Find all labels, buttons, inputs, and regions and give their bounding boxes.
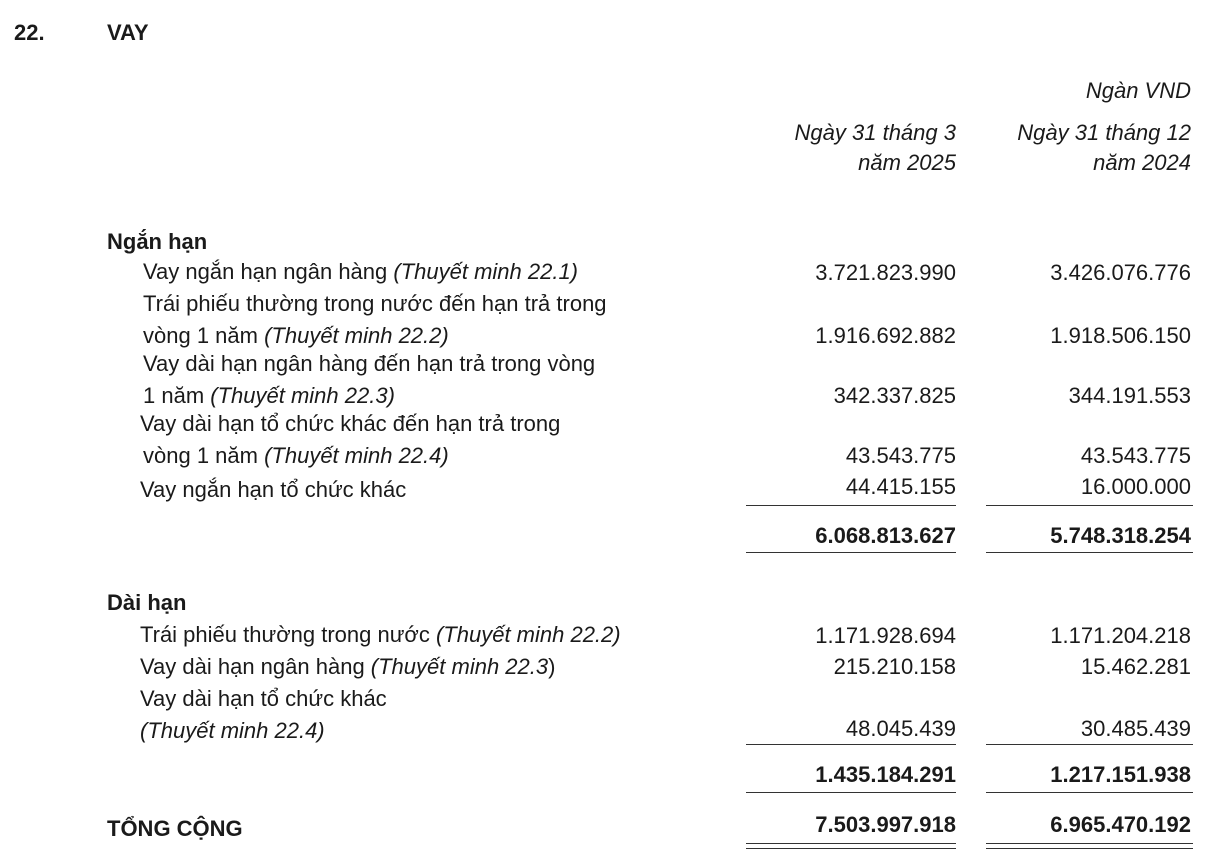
column-header-2024: Ngày 31 tháng 12 năm 2024 <box>1017 120 1191 175</box>
short-term-row-value-2024: 43.543.775 <box>1080 443 1191 468</box>
short-term-row-label: Vay ngắn hạn tổ chức khác <box>140 477 407 502</box>
grand-total-double-underline <box>746 843 956 849</box>
subtotal-rule <box>986 505 1193 506</box>
subtotal-underline <box>986 552 1193 553</box>
short-term-subtotal-2025: 6.068.813.627 <box>815 523 956 548</box>
currency-unit: Ngàn VND <box>1085 78 1191 103</box>
grand-total-label: TỔNG CỘNG <box>107 816 243 841</box>
short-term-row-label: Vay dài hạn tổ chức khác đến hạn trả trong vòng 1 năm (Thuyết minh 22.4) <box>140 411 561 468</box>
long-term-subtotal-2025: 1.435.184.291 <box>815 762 956 787</box>
long-term-row-value-2025: 1.171.928.694 <box>815 623 956 648</box>
section-number: 22. <box>14 20 45 45</box>
short-term-heading: Ngắn hạn <box>107 229 208 254</box>
section-title: VAY <box>107 20 149 45</box>
long-term-row-value-2024: 15.462.281 <box>1080 654 1191 679</box>
grand-total-double-underline <box>986 843 1193 849</box>
short-term-row-value-2025: 44.415.155 <box>845 474 956 499</box>
long-term-row-value-2025: 215.210.158 <box>833 654 956 679</box>
short-term-row-value-2024: 344.191.553 <box>1068 383 1191 408</box>
subtotal-rule <box>746 505 956 506</box>
long-term-row-value-2025: 48.045.439 <box>845 716 956 741</box>
long-term-row-value-2024: 1.171.204.218 <box>1050 623 1191 648</box>
short-term-row-value-2025: 3.721.823.990 <box>815 260 956 285</box>
subtotal-underline <box>746 552 956 553</box>
subtotal-underline <box>746 792 956 793</box>
short-term-row-value-2024: 16.000.000 <box>1080 474 1191 499</box>
short-term-row-value-2024: 3.426.076.776 <box>1050 260 1191 285</box>
column-header-2025: Ngày 31 tháng 3 năm 2025 <box>794 120 956 175</box>
short-term-row-value-2025: 43.543.775 <box>845 443 956 468</box>
short-term-row-value-2025: 1.916.692.882 <box>815 323 956 348</box>
short-term-row-value-2024: 1.918.506.150 <box>1050 323 1191 348</box>
subtotal-rule <box>746 744 956 745</box>
grand-total-2025: 7.503.997.918 <box>815 812 956 837</box>
short-term-row-label: Trái phiếu thường trong nước đến hạn trả trong vòng 1 năm (Thuyết minh 22.2) <box>143 291 607 348</box>
long-term-heading: Dài hạn <box>107 590 187 615</box>
long-term-row-value-2024: 30.485.439 <box>1080 716 1191 741</box>
grand-total-2024: 6.965.470.192 <box>1050 812 1191 837</box>
long-term-subtotal-2024: 1.217.151.938 <box>1050 762 1191 787</box>
subtotal-rule <box>986 744 1193 745</box>
short-term-subtotal-2024: 5.748.318.254 <box>1050 523 1191 548</box>
short-term-row-label: Vay ngắn hạn ngân hàng (Thuyết minh 22.1) <box>143 259 579 284</box>
long-term-row-label: Vay dài hạn tổ chức khác (Thuyết minh 22.4) <box>140 686 387 743</box>
short-term-row-value-2025: 342.337.825 <box>833 383 956 408</box>
short-term-row-label: Vay dài hạn ngân hàng đến hạn trả trong vòng 1 năm (Thuyết minh 22.3) <box>143 351 596 408</box>
long-term-row-label: Trái phiếu thường trong nước (Thuyết minh 22.2) <box>140 622 621 647</box>
long-term-row-label: Vay dài hạn ngân hàng (Thuyết minh 22.3) <box>140 654 556 679</box>
subtotal-underline <box>986 792 1193 793</box>
